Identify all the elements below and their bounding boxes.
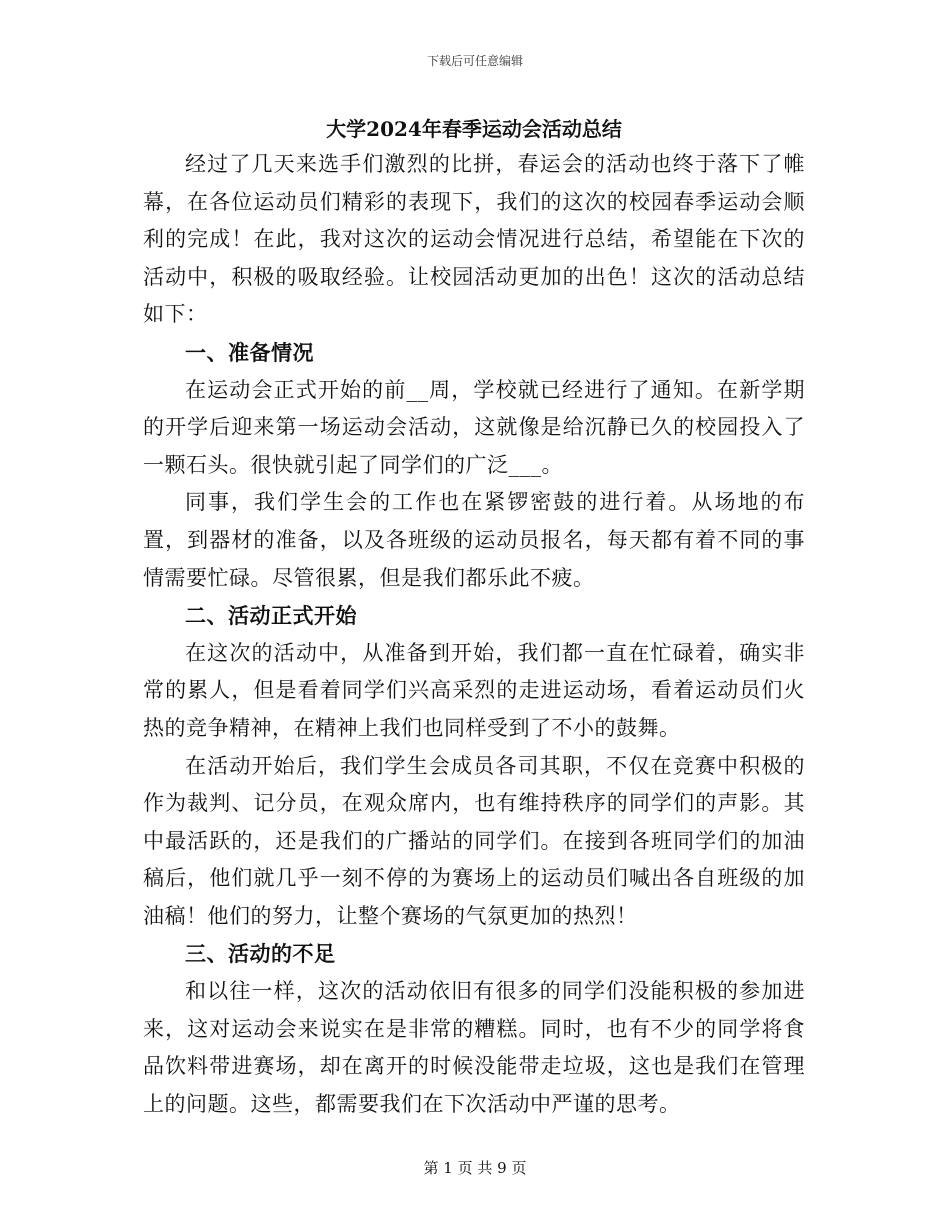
intro-paragraph: 经过了几天来选手们激烈的比拼，春运会的活动也终于落下了帷幕，在各位运动员们精彩的表现下，我们的这次的校园春季运动会顺利的完成！在此，我对这次的运动会情况进行总结，希望能在下次的活动中，积极的吸取经验。让校园活动更加的出色！这次的活动总结如下： [143, 152, 805, 327]
section-heading-activity-start: 二、活动正式开始 [185, 603, 357, 629]
paragraph: 在这次的活动中，从准备到开始，我们都一直在忙碌着，确实非常的累人，但是看着同学们兴高采烈的走进运动场，看着运动员们火热的竞争精神，在精神上我们也同样受到了不小的鼓舞。 [143, 640, 805, 740]
section-heading-preparation: 一、准备情况 [185, 339, 314, 365]
page-header: 下载后可任意编辑 [426, 54, 523, 68]
paragraph: 同事，我们学生会的工作也在紧锣密鼓的进行着。从场地的布置，到器材的准备，以及各班级的运动员报名，每天都有着不同的事情需要忙碌。尽管很累，但是我们都乐此不疲。 [143, 490, 805, 590]
section-heading-shortcomings: 三、活动的不足 [185, 941, 336, 967]
paragraph: 和以往一样，这次的活动依旧有很多的同学们没能积极的参加进来，这对运动会来说实在是非常的糟糕。同时，也有不少的同学将食品饮料带进赛场，却在离开的时候没能带走垃圾，这也是我们在管理上的问题。这些，都需要我们在下次活动中严谨的思考。 [143, 979, 805, 1116]
page-number: 第 1 页 共 9 页 [423, 1159, 527, 1177]
paragraph: 在活动开始后，我们学生会成员各司其职，不仅在竞赛中积极的作为裁判、记分员，在观众席内，也有维持秩序的同学们的声影。其中最活跃的，还是我们的广播站的同学们。在接到各班同学们的加油稿后，他们就几乎一刻不停的为赛场上的运动员们喊出各自班级的加油稿！他们的努力，让整个赛场的气氛更加的热烈！ [143, 753, 805, 928]
document-body [143, 112, 805, 1123]
paragraph: 在运动会正式开始的前__周，学校就已经进行了通知。在新学期的开学后迎来第一场运动会活动，这就像是给沉静已久的校园投入了一颗石头。很快就引起了同学们的广泛___。 [143, 377, 805, 477]
document-title: 大学2024年春季运动会活动总结 [326, 117, 622, 141]
